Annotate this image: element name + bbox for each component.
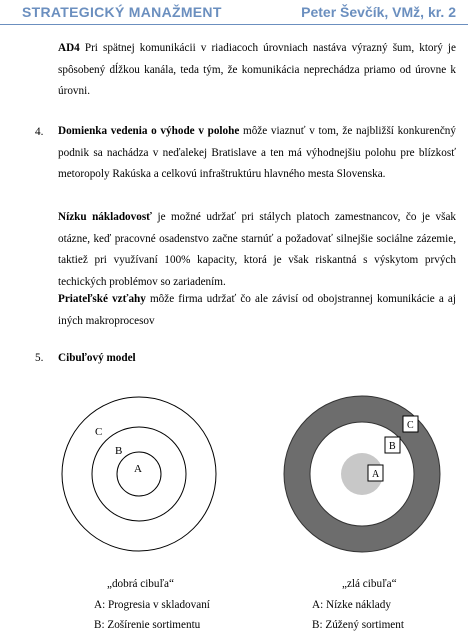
good-onion-line-b: B: Zošírenie sortimentu (94, 619, 201, 631)
bad-onion-label-c: C (407, 420, 414, 431)
item-4-paragraph-2 (58, 207, 456, 293)
bad-onion-label-a: A (372, 469, 380, 480)
item-4-paragraph-1 (58, 121, 456, 186)
ad4-label: AD4 (58, 42, 80, 54)
bad-onion-caption: „zlá cibuľa“ (342, 578, 397, 590)
ad4-paragraph (58, 38, 456, 103)
item-4-p1-bold: Domienka vedenia o výhode v polohe (58, 125, 240, 137)
item-5-title: Cibuľový model (58, 352, 136, 364)
onion-diagrams (0, 385, 468, 585)
good-onion-label-b: B (115, 445, 123, 457)
item-5-number: 5. (35, 352, 44, 364)
item-4-p2-bold: Nízku nákladovosť (58, 211, 153, 223)
item-4-p2-text: je možné udržať pri stálych platoch zamestnancov, čo je však otázne, keď pracovné osadenstvo začne starnúť a požadovať silnejšie sociálne zázemie, taktiež pri využívaní 100% kapacity, ktorá je však riskantná s výskytom prvých techických problémov so zariadením. (58, 211, 456, 288)
header-title: STRATEGICKÝ MANAŽMENT (22, 4, 222, 20)
item-4-p3-text: môže firma udržať čo ale závisí od obojstrannej komunikácie a aj iných makroprocesov (58, 293, 456, 327)
item-4-p3-bold: Priateľské vzťahy (58, 293, 146, 305)
ad4-text: Pri spätnej komunikácii v riadiacoch úrovniach nastáva výrazný šum, ktorý je spôsobený dĺžkou kanála, teda tým, že komunikácia neprechádza priamo od úrovne k úrovni. (58, 42, 456, 97)
bad-onion-line-a: A: Nízke náklady (312, 599, 391, 611)
item-4-p1-text: môže viaznuť v tom, že najbližší konkurenčný podnik sa nachádza v neďalekej Bratislave a ten má výhodnejšiu polohu pre blízkosť metoropoly Rakúska a celkovú infraštruktúru hlavného mesta Slovenska. (58, 125, 456, 180)
good-onion-diagram (62, 397, 216, 551)
good-onion-label-a: A (134, 463, 142, 475)
item-4-paragraph-3 (58, 289, 456, 332)
bad-onion-diagram (284, 396, 440, 552)
bad-onion-line-b: B: Zúžený sortiment (312, 619, 404, 631)
item-4-number: 4. (35, 126, 44, 138)
page-header (0, 0, 468, 26)
good-onion-line-a: A: Progresia v skladovaní (94, 599, 210, 611)
bad-onion-label-b: B (389, 441, 396, 452)
header-author: Peter Ševčík, VMž, kr. 2 (301, 4, 456, 20)
good-onion-label-c: C (95, 426, 103, 438)
header-rule (0, 24, 468, 25)
good-onion-caption: „dobrá cibuľa“ (107, 578, 174, 590)
